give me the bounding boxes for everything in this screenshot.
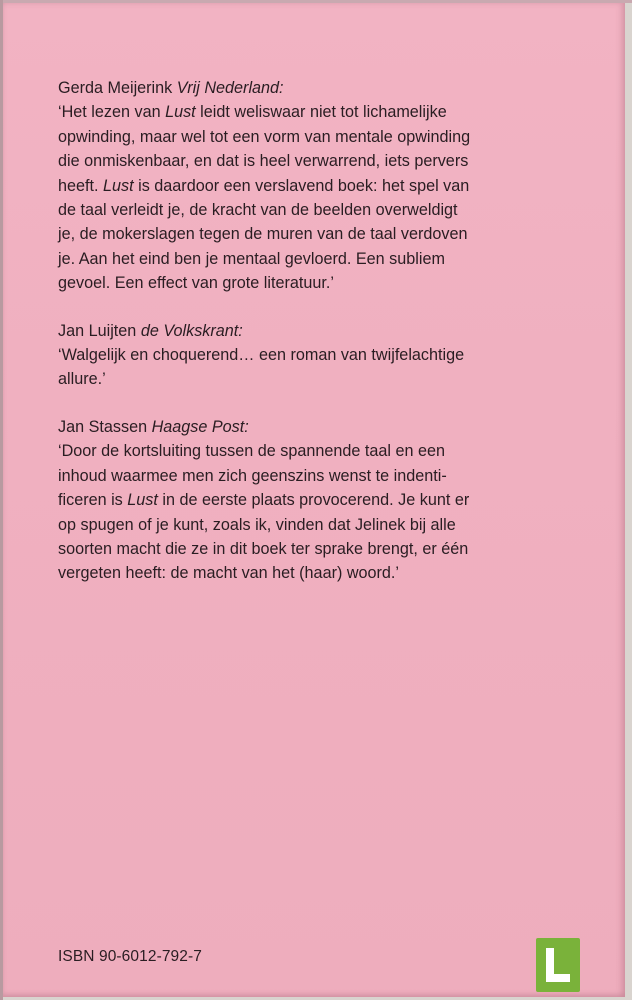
review-item [58,415,578,586]
review-source: de Volkskrant: [140,321,243,340]
review-source: Haagse Post: [151,417,249,436]
quote-italic-title: Lust [103,176,134,195]
review-attribution [58,415,578,439]
review-author: Gerda Meijerink [58,79,173,97]
quote-text: is daardoor een verslavend boek: het spel van de taal verleidt je, de kracht van de beelden overweldigt je, de mokerslagen tegen de muren van de taal verdoven je. Aan het eind ben je mentaal gevloerd. Een subliem gevoel. Een effect van grote literatuur.’ [58,176,470,293]
review-attribution [58,76,578,100]
review-quote [58,343,578,392]
quote-italic-title: Lust [165,103,196,122]
review-source: Vrij Nederland: [176,79,284,97]
reviews-block [58,76,578,609]
logo-l-glyph [544,948,572,982]
review-author: Jan Stassen [58,417,148,436]
quote-text: leidt weliswaar niet tot lichamelijke opwinding, maar wel tot een vorm van mentale opwinding die onmiskenbaar, en dat is heel verwarrend, iets pervers heeft. [58,103,471,195]
review-author: Jan Luijten [58,321,137,340]
review-attribution [58,319,578,343]
lastdodo-logo-icon [536,938,580,992]
quote-text: ‘Het lezen van [58,103,166,122]
quote-text: in de eerste plaats provocerend. Je kunt er op spugen of je kunt, zoals ik, vinden dat Jelinek bij alle soorten macht die ze in dit boek ter sprake brengt, er één vergeten heeft: de macht van het (haar) woord.’ [58,491,470,583]
quote-italic-title: Lust [127,491,158,510]
review-item [58,319,578,392]
quote-text: ‘Door de kortsluiting tussen de spannende taal en een inhoud waarmee men zich geenszins wenst te indenti- ficeren is [58,442,447,510]
review-quote [58,100,578,295]
review-quote [58,439,578,585]
review-item [58,76,578,296]
quote-text: ‘Walgelijk en choquerend… een roman van twijfelachtige allure.’ [58,346,465,389]
isbn-number: ISBN 90-6012-792-7 [58,948,202,965]
